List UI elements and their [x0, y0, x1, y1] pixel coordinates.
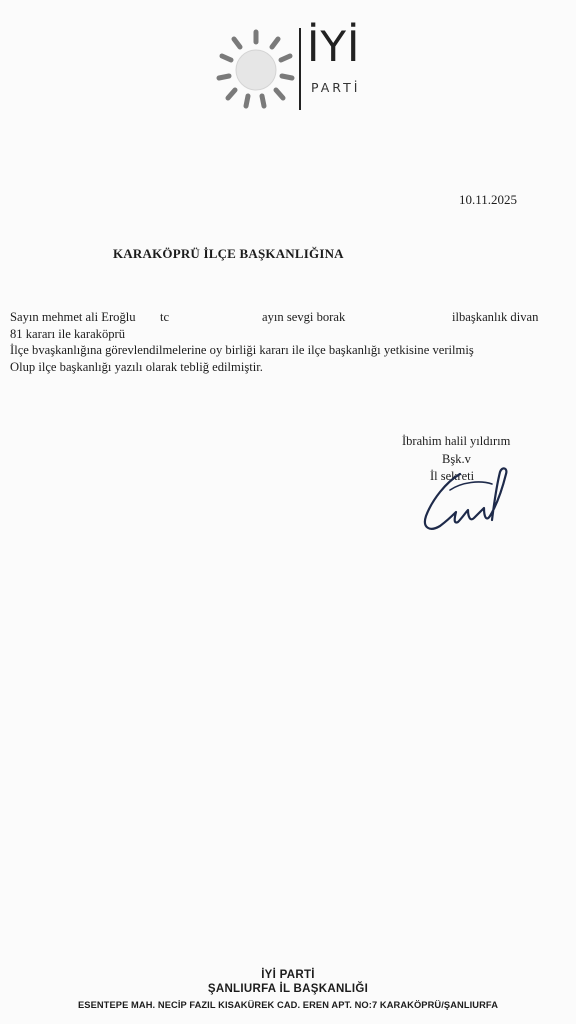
letterhead-footer: [0, 968, 576, 1012]
party-logo: [206, 22, 366, 112]
signatory-name: İbrahim halil yıldırım: [402, 434, 511, 448]
body-line-1: [10, 309, 570, 326]
footer-address: ESENTEPE MAH. NECİP FAZIL KISAKÜREK CAD. EREN APT. NO:7 KARAKÖPRÜ/ŞANLIURFA: [77, 1000, 499, 1010]
recipient-heading: KARAKÖPRÜ İLÇE BAŞKANLIĞINA: [113, 246, 344, 261]
sun-icon: [206, 22, 306, 112]
body-line-2: 81 kararı ile karaköprü: [10, 326, 126, 341]
signatory-position: İl sekreti: [430, 469, 475, 483]
footer-office: ŞANLIURFA İL BAŞKANLIĞI: [207, 983, 369, 995]
body-line-1-part-c: ayın sevgi borak: [262, 310, 346, 324]
footer-organization: İYİ PARTİ: [261, 969, 315, 981]
body-line-1-part-d: ilbaşkanlık divan: [452, 310, 539, 324]
signature-block: [390, 434, 570, 544]
body-line-1-part-a: Sayın mehmet ali Eroğlu: [10, 310, 136, 324]
body-line-1-part-b: tc: [160, 310, 170, 324]
letter-date: 10.11.2025: [459, 192, 518, 207]
body-line-4: Olup ilçe başkanlığı yazılı olarak tebliğ edilmiştir.: [10, 359, 263, 374]
signatory-title: Bşk.v: [442, 452, 471, 466]
handwritten-signature: [410, 460, 520, 540]
body-line-3: İlçe bvaşkanlığına görevlendilmelerine oy birliği kararı ile ilçe başkanlığı yetkisine verilmiş: [10, 343, 474, 358]
letter-body: [10, 309, 570, 375]
brand-name: İYİ: [307, 22, 361, 71]
brand-subtitle: PARTİ: [311, 80, 361, 95]
